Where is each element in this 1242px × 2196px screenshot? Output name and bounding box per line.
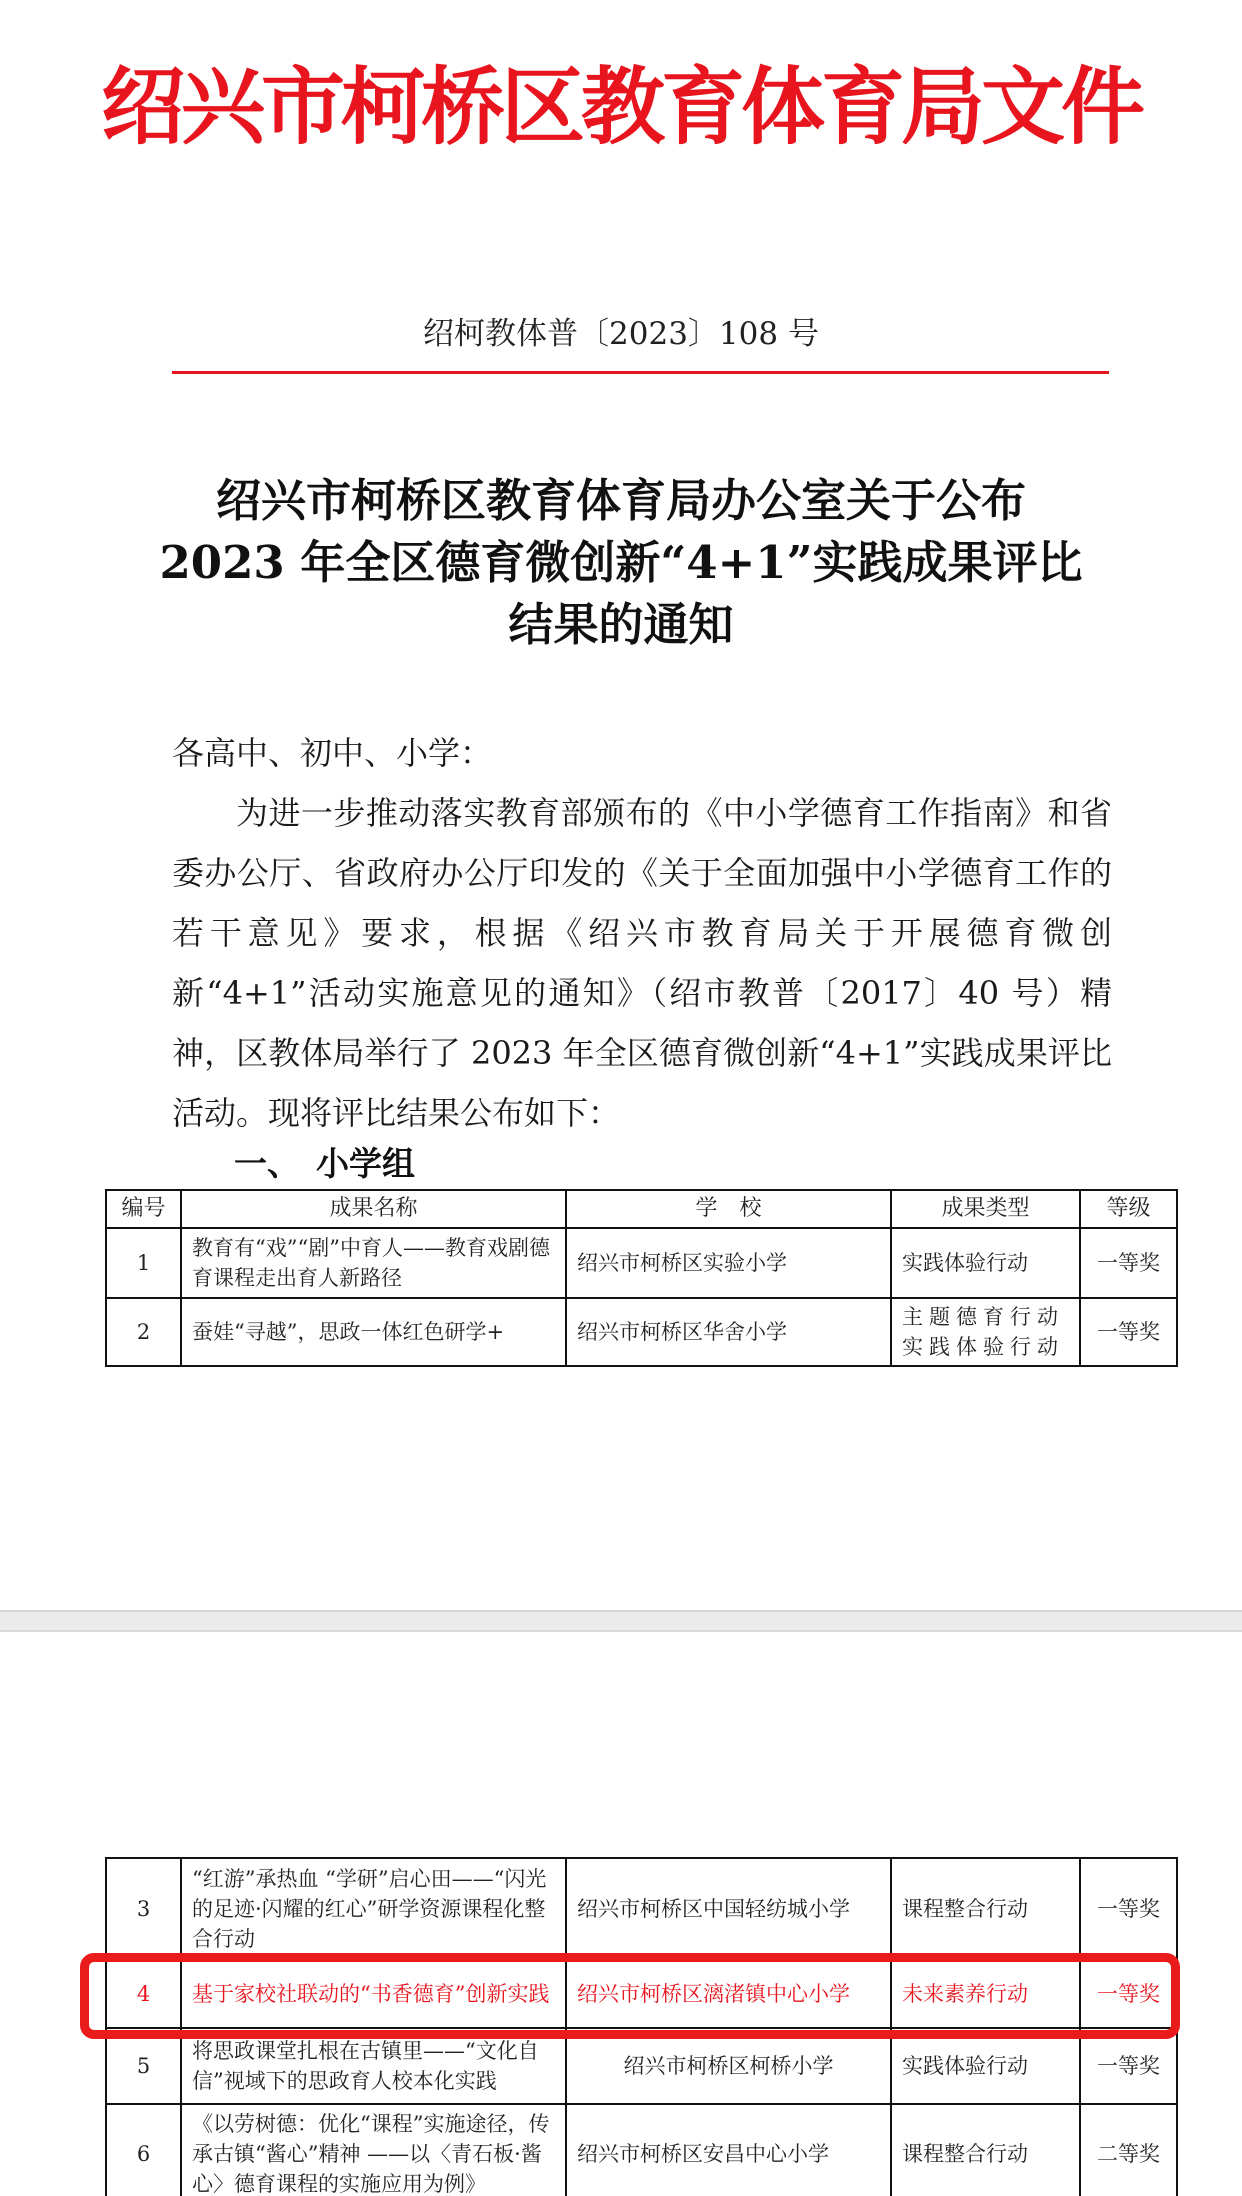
row-school: 绍兴市柯桥区中国轻纺城小学 — [566, 1858, 891, 1960]
title-line-1: 绍兴市柯桥区教育体育局办公室关于公布 — [215, 474, 1026, 527]
table-row — [106, 2028, 1177, 2104]
header-name: 成果名称 — [181, 1190, 566, 1228]
row-num: 4 — [106, 1960, 181, 2028]
table-row — [106, 1298, 1177, 1366]
row-num: 5 — [106, 2028, 181, 2104]
header-school: 学 校 — [566, 1190, 891, 1228]
row-type: 课程整合行动 — [891, 1858, 1080, 1960]
title-line-3: 结果的通知 — [508, 598, 734, 651]
red-divider — [172, 371, 1109, 374]
row-name: 基于家校社联动的“书香德育”创新实践 — [181, 1960, 566, 2028]
masthead-title: 绍兴市柯桥区教育体育局文件 — [100, 58, 1141, 156]
row-name: 教育有“戏”“剧”中育人——教育戏剧德育课程走出育人新路径 — [181, 1228, 566, 1298]
notice-title — [150, 470, 1092, 656]
row-name: “红游”承热血 “学研”启心田——“闪光的足迹·闪耀的红心”研学资源课程化整合行动 — [181, 1858, 566, 1960]
row-name: 蚕娃“寻越”，思政一体红色研学+ — [181, 1298, 566, 1366]
document-page-2 — [0, 1630, 1242, 2196]
row-type: 未来素养行动 — [891, 1960, 1080, 2028]
row-school: 绍兴市柯桥区华舍小学 — [566, 1298, 891, 1366]
row-grade: 一等奖 — [1080, 1228, 1177, 1298]
section-number: 一、 — [234, 1144, 300, 1183]
section-title: 小学组 — [316, 1144, 415, 1183]
row-type: 实践体验行动 — [891, 1228, 1080, 1298]
row-grade: 一等奖 — [1080, 1858, 1177, 1960]
row-type: 课程整合行动 — [891, 2104, 1080, 2196]
row-num: 2 — [106, 1298, 181, 1366]
table-header-row — [106, 1190, 1177, 1228]
document-number: 绍柯教体普〔2023〕108 号 — [423, 316, 819, 352]
header-num: 编号 — [106, 1190, 181, 1228]
section-heading — [234, 1140, 415, 1188]
red-highlight-annotation — [80, 1953, 1180, 2039]
header-type: 成果类型 — [891, 1190, 1080, 1228]
row-num: 1 — [106, 1228, 181, 1298]
notice-body — [172, 723, 1112, 1143]
table-row — [106, 2104, 1177, 2196]
row-school: 绍兴市柯桥区漓渚镇中心小学 — [566, 1960, 891, 2028]
table-row — [106, 1858, 1177, 1960]
row-school: 绍兴市柯桥区柯桥小学 — [566, 2028, 891, 2104]
row-num: 6 — [106, 2104, 181, 2196]
row-name: 将思政课堂扎根在古镇里——“文化自信”视域下的思政育人校本化实践 — [181, 2028, 566, 2104]
row-grade: 一等奖 — [1080, 1298, 1177, 1366]
salutation: 各高中、初中、小学： — [172, 734, 493, 772]
table-row — [106, 1228, 1177, 1298]
row-name: 《以劳树德：优化“课程”实施途径，传承古镇“酱心”精神 ——以〈青石板·酱心〉德育课程的实施应用为例》 — [181, 2104, 566, 2196]
row-grade: 一等奖 — [1080, 2028, 1177, 2104]
body-paragraph: 为进一步推动落实教育部颁布的《中小学德育工作指南》和省委办公厅、省政府办公厅印发的《关于全面加强中小学德育工作的若干意见》要求，根据《绍兴市教育局关于开展德育微创新“4+1”活动实施意见的通知》（绍市教普〔2017〕40 号）精神，区教体局举行了 2023 年全区德育微创新“4+1”实践成果评比活动。现将评比结果公布如下： — [172, 794, 1112, 1132]
row-school: 绍兴市柯桥区安昌中心小学 — [566, 2104, 891, 2196]
row-school: 绍兴市柯桥区实验小学 — [566, 1228, 891, 1298]
row-num: 3 — [106, 1858, 181, 1960]
results-table-part-1 — [105, 1189, 1178, 1367]
title-line-2: 2023 年全区德育微创新“4+1”实践成果评比 — [159, 536, 1083, 589]
row-grade: 一等奖 — [1080, 1960, 1177, 2028]
header-grade: 等级 — [1080, 1190, 1177, 1228]
row-type: 主题德育行动实践体验行动 — [891, 1298, 1080, 1366]
row-grade: 二等奖 — [1080, 2104, 1177, 2196]
row-type: 实践体验行动 — [891, 2028, 1080, 2104]
